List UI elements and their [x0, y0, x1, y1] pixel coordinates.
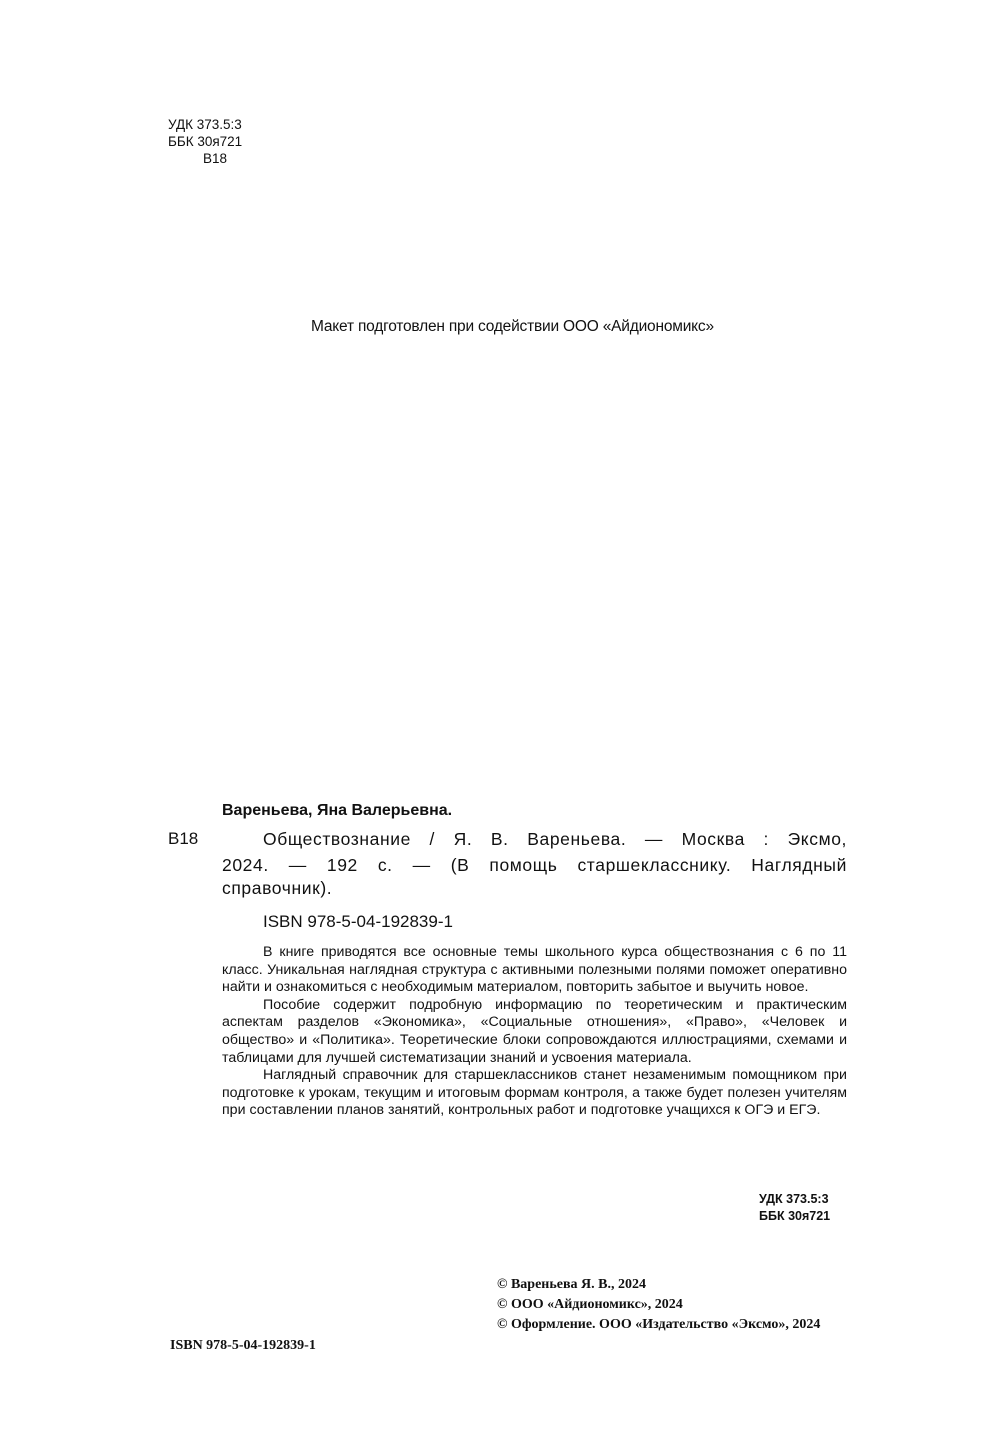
- copyright-line: © ООО «Айдиономикс», 2024: [497, 1297, 683, 1312]
- bibliographic-line-1: Обществознание / Я. В. Вареньева. — Москва : Эксмо,: [263, 829, 847, 849]
- abstract-paragraph: Наглядный справочник для старшеклассников станет незаменимым помощником при подготовке к урокам, текущим и итоговым формам контроля, а также будет полезен учителям при составлении планов занятий, контрольных работ и подготовке учащихся к ОГЭ и ЕГЭ.: [222, 1067, 847, 1119]
- abstract: [222, 944, 847, 1120]
- copyright-block: [497, 1275, 820, 1335]
- udk-code: УДК 373.5:3: [759, 1192, 829, 1206]
- header-classification: [168, 116, 242, 167]
- classification-block: [759, 1191, 830, 1225]
- author-mark: В18: [168, 829, 199, 848]
- abstract-paragraph: Пособие содержит подробную информацию по теоретическим и практическим аспектам разделов «Экономика», «Социальные отношения», «Право», «Человек и общество» и «Политика». Теоретические блоки сопровождаются иллюстрациями, схемами и таблицами для лучшей систематизации знаний и усвоения материала.: [222, 996, 847, 1066]
- abstract-paragraph: В книге приводятся все основные темы школьного курса обществознания с 6 по 11 класс. Уникальная наглядная структура с активными полезными полями поможет оперативно найти и ознакомиться с необходимым материалом, повторить забытое и выучить новое.: [222, 944, 847, 996]
- copyright-line: © Вареньева Я. В., 2024: [497, 1277, 646, 1292]
- udk-code: УДК 373.5:3: [168, 117, 242, 132]
- layout-note: Макет подготовлен при содействии ООО «Айдиономикс»: [311, 318, 714, 335]
- bibliographic-line-2: 2024. — 192 с. — (В помощь старшекласснику. Наглядный: [222, 855, 847, 875]
- footer-isbn: ISBN 978-5-04-192839-1: [170, 1338, 316, 1353]
- author-heading: Вареньева, Яна Валерьевна.: [222, 802, 453, 819]
- bibliographic-line-3: справочник).: [222, 878, 333, 898]
- bbk-code: ББК 30я721: [759, 1209, 831, 1223]
- author-mark-code: В18: [203, 151, 228, 166]
- isbn-record: ISBN 978-5-04-192839-1: [263, 912, 453, 931]
- bbk-code: ББК 30я721: [168, 134, 243, 149]
- copyright-line: © Оформление. ООО «Издательство «Эксмо», 2024: [497, 1317, 821, 1332]
